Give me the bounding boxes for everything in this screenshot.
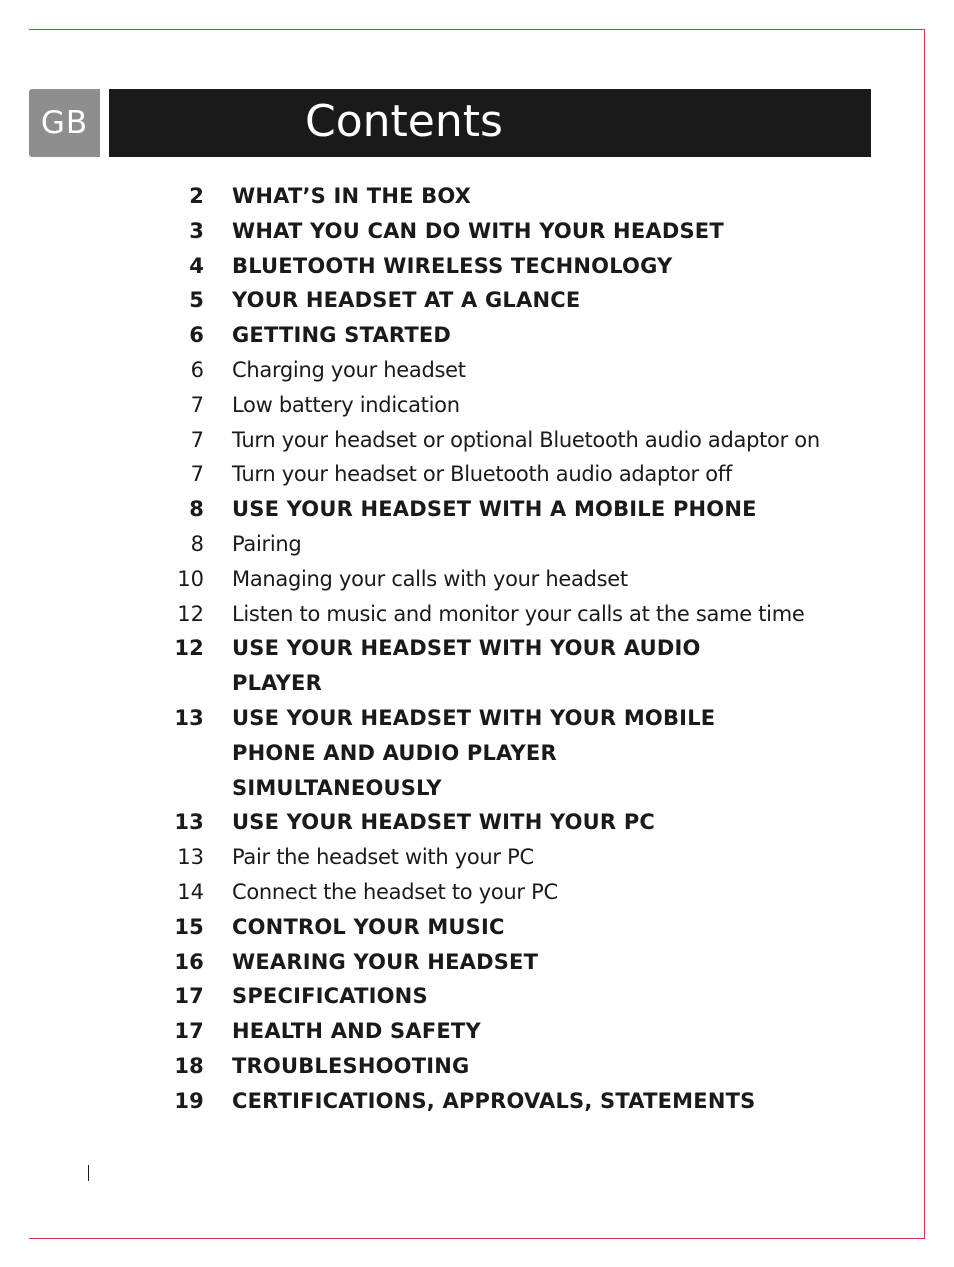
toc-title: BLUETOOTH WIRELESS TECHNOLOGY	[232, 253, 673, 278]
toc-entry[interactable]	[150, 492, 870, 527]
toc-page-number: 15	[174, 914, 204, 939]
toc-page-number: 6	[189, 323, 204, 348]
page-trim-bottom	[29, 1238, 925, 1239]
toc-page-number: 18	[174, 1053, 204, 1078]
toc-title: WHAT YOU CAN DO WITH YOUR HEADSET	[232, 218, 724, 243]
language-tab: GB	[29, 89, 100, 157]
toc-page-number: 14	[177, 879, 204, 904]
toc-page-number: 8	[189, 497, 204, 522]
toc-page-number: 7	[190, 462, 204, 487]
toc-title: CERTIFICATIONS, APPROVALS, STATEMENTS	[232, 1088, 756, 1113]
toc-title: Listen to music and monitor your calls at the same time	[232, 601, 805, 626]
page-trim-right	[924, 29, 925, 1239]
toc-title: Charging your headset	[232, 357, 466, 382]
toc-title: USE YOUR HEADSET WITH YOUR AUDIO PLAYER	[232, 636, 701, 696]
toc-entry[interactable]	[150, 283, 870, 318]
toc-page-number: 13	[177, 845, 204, 870]
toc-entry[interactable]	[150, 179, 870, 214]
toc-title: Low battery indication	[232, 392, 460, 417]
toc-entry[interactable]	[150, 457, 870, 492]
toc-entry[interactable]	[150, 423, 870, 458]
toc-title: TROUBLESHOOTING	[232, 1053, 470, 1078]
toc-entry[interactable]	[150, 388, 870, 423]
toc-title: GETTING STARTED	[232, 323, 452, 348]
toc-entry[interactable]	[150, 249, 870, 284]
toc-entry[interactable]	[150, 562, 870, 597]
toc-entry[interactable]	[150, 1084, 870, 1119]
toc-page-number: 4	[189, 253, 204, 278]
toc-title: WEARING YOUR HEADSET	[232, 949, 539, 974]
toc-entry[interactable]	[150, 353, 870, 388]
toc-title: CONTROL YOUR MUSIC	[232, 914, 505, 939]
toc-entry[interactable]	[150, 1014, 870, 1049]
page-number-mark	[88, 1165, 89, 1181]
toc-page-number: 13	[174, 810, 204, 835]
toc-title: USE YOUR HEADSET WITH YOUR PC	[232, 810, 656, 835]
toc-page-number: 7	[190, 392, 204, 417]
table-of-contents	[150, 179, 870, 1119]
toc-page-number: 17	[174, 984, 204, 1009]
toc-page-number: 3	[189, 218, 204, 243]
toc-entry[interactable]	[150, 318, 870, 353]
toc-page-number: 13	[174, 705, 204, 730]
page-trim-top	[29, 29, 925, 30]
toc-title: Turn your headset or Bluetooth audio adaptor off	[232, 462, 732, 487]
toc-entry[interactable]	[150, 631, 870, 701]
toc-title: HEALTH AND SAFETY	[232, 1019, 481, 1044]
toc-title: Managing your calls with your headset	[232, 566, 628, 591]
toc-page-number: 10	[177, 566, 204, 591]
toc-entry[interactable]	[150, 701, 870, 805]
toc-page-number: 2	[189, 184, 204, 208]
toc-entry[interactable]	[150, 597, 870, 632]
toc-title: Connect the headset to your PC	[232, 879, 558, 904]
toc-title: YOUR HEADSET AT A GLANCE	[232, 288, 581, 313]
toc-page-number: 6	[190, 357, 204, 382]
toc-entry[interactable]	[150, 875, 870, 910]
toc-page-number: 19	[174, 1088, 204, 1113]
toc-title: SPECIFICATIONS	[232, 984, 428, 1009]
toc-title: USE YOUR HEADSET WITH YOUR MOBILE PHONE AND AUDIO PLAYER SIMULTANEOUSLY	[232, 705, 716, 800]
toc-entry[interactable]	[150, 214, 870, 249]
toc-title: WHAT’S IN THE BOX	[232, 184, 472, 208]
toc-entry[interactable]	[150, 840, 870, 875]
toc-page-number: 16	[174, 949, 204, 974]
toc-page-number: 5	[189, 288, 204, 313]
toc-page-number: 12	[174, 636, 204, 661]
toc-page-number: 7	[190, 427, 204, 452]
toc-page-number: 12	[177, 601, 204, 626]
toc-title: Pair the headset with your PC	[232, 845, 534, 870]
toc-entry[interactable]	[150, 945, 870, 980]
toc-entry[interactable]	[150, 910, 870, 945]
toc-title: USE YOUR HEADSET WITH A MOBILE PHONE	[232, 497, 757, 522]
toc-entry[interactable]	[150, 527, 870, 562]
toc-entry[interactable]	[150, 1049, 870, 1084]
toc-page-number: 17	[174, 1019, 204, 1044]
toc-title: Turn your headset or optional Bluetooth audio adaptor on	[232, 427, 820, 452]
toc-title: Pairing	[232, 531, 302, 556]
page-title: Contents	[305, 96, 503, 147]
title-bar	[109, 89, 871, 157]
toc-entry[interactable]	[150, 979, 870, 1014]
toc-entry[interactable]	[150, 805, 870, 840]
toc-page-number: 8	[190, 531, 204, 556]
